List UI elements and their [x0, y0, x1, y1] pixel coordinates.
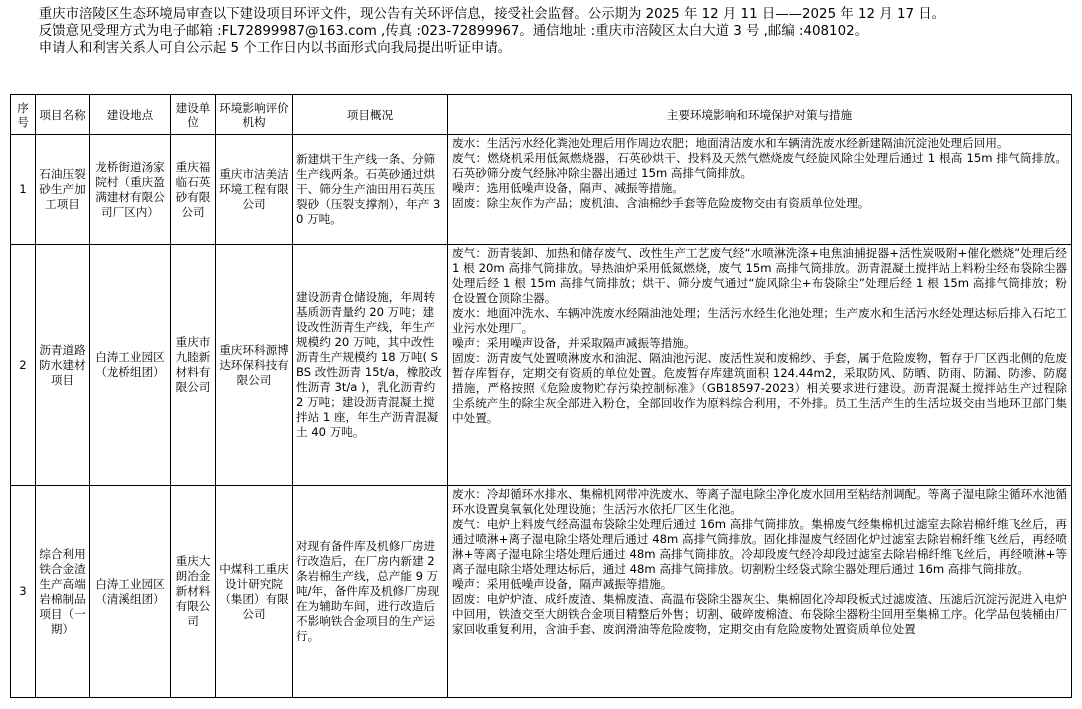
- table-row: [11, 135, 1072, 245]
- table-row: [11, 245, 1072, 486]
- row-project-name: 沥青道路防水建材项目: [36, 245, 90, 486]
- row-unit: 重庆市九睦新材料有限公司: [171, 245, 216, 486]
- measure-item: 废水：地面冲洗水、车辆冲洗废水经隔油池处理；生活污水经生化池处理；生产废水和生活污水经处理达标后排入石坨工业污水处理厂。: [452, 306, 1067, 335]
- header-no: 序号: [11, 95, 36, 135]
- row-measures: [448, 245, 1072, 486]
- notice-announcement: 重庆市涪陵区生态环境局审查以下建设项目环评文件，现公告有关环评信息，接受社会监督。公示期为 2025 年 12 月 11 日——2025 年 12 月 17 日。: [38, 7, 946, 22]
- header-unit: 建设单位: [171, 95, 216, 135]
- measure-item: 噪声：采用噪声设备，并采取隔声减振等措施。: [452, 336, 696, 350]
- row-no: 3: [11, 486, 36, 698]
- row-project-name: 综合利用铁合金渣生产高端岩棉制品项目（一期）: [36, 486, 90, 698]
- notice: [0, 0, 1082, 57]
- row-overview: 对现有备件库及机修厂房进行改造后，在厂房内新建 2 条岩棉生产线，总产能 9 万吨/年，备件库及机修厂房现在为辅助车间，进行改造后不影响铁合金项目的生产运行。: [293, 486, 448, 698]
- row-unit: 重庆大朗冶金新材料有限公司: [171, 486, 216, 698]
- measure-item: 噪声：采用低噪声设备，隔声减振等措施。: [452, 577, 673, 591]
- header-location: 建设地点: [90, 95, 171, 135]
- measure-item: 废气：燃烧机采用低氮燃烧器，石英砂烘干、投料及天然气燃烧废气经旋风除尘处理后通过 1 根高 15m 排气筒排放。石英砂筛分废气经脉冲除尘器出通过 15m 高排气筒排放。: [452, 151, 1067, 180]
- measure-item: 废气：电炉上料废气经高温布袋除尘处理后通过 16m 高排气筒排放。集棉废气经集棉机过滤室去除岩棉纤维飞丝后，再通过喷淋+离子湿电除尘塔处理后通过 48m 高排气筒排放。固化排湿废气经固化炉过滤室去除岩棉纤维飞丝后，再经喷淋+等离子湿电除尘塔处理后通过 48m 高排气筒排放。冷却段废气经冷却段过滤室去除岩棉纤维飞丝后，再经喷淋+等离子湿电除尘塔处理达标后，通过 48m 高排气筒排放。切割粉尘经袋式除尘器处理后通过 16m 高排气筒排放。: [452, 517, 1067, 576]
- table-header-row: [11, 95, 1072, 135]
- notice-hearing: 申请人和利害关系人可自公示起 5 个工作日内以书面形式向我局提出听证申请。: [38, 41, 512, 56]
- measure-item: 废气：沥青装卸、加热和储存废气、改性生产工艺废气经“水喷淋洗涤+电焦油捕捉器+活性炭吸附+催化燃烧”处理后经 1 根 20m 高排气筒排放。导热油炉采用低氮燃烧，废气 15m 高排气筒排放。沥青混凝土搅拌站上料粉尘经布袋除尘器处理后经 1 根 15m 高排气筒排放；烘干、筛分废气通过“旋风除尘+布袋除尘”处理后经 1 根 15m 高排气筒排放；粉仓设置仓顶除尘器。: [452, 246, 1067, 305]
- row-measures: [448, 135, 1072, 245]
- row-measures: [448, 486, 1072, 698]
- measure-item: 固废：电炉炉渣、成纤废渣、集棉废渣、高温布袋除尘器灰尘、集棉固化冷却段板式过滤废渣、压滤后沉淀污泥进入电炉中回用，铁渣交至大朗铁合金项目精整后外售；切割、破碎废棉渣、布袋除尘器粉尘回用至集棉工序。化学品包装桶由厂家回收重复利用，含油手套、废润滑油等危险废物，定期交由有危险废物处置资质单位处置: [452, 592, 1067, 636]
- row-location: 白涛工业园区（龙桥组团）: [90, 245, 171, 486]
- measure-item: 废水：生活污水经化粪池处理后用作周边农肥；地面清洁废水和车辆清洗废水经新建隔油沉淀池处理后回用。: [452, 136, 1009, 150]
- row-agency: 中煤科工重庆设计研究院（集团）有限公司: [216, 486, 293, 698]
- row-agency: 重庆市洁美洁环境工程有限公司: [216, 135, 293, 245]
- measure-item: 废水：冷却循环水排水、集棉机网带冲洗废水、等离子湿电除尘净化废水回用至粘结剂调配。等离子湿电除尘循环水池循环水设置臭氧氧化处理设施；生活污水依托厂区生化池。: [452, 487, 1067, 516]
- measure-item: 噪声：选用低噪声设备，隔声、减振等措施。: [452, 181, 684, 195]
- row-project-name: 石油压裂砂生产加工项目: [36, 135, 90, 245]
- notice-contact: 反馈意见受理方式为电子邮箱 :FL72899987@163.com ,传真 :023-72899967。通信地址 :重庆市涪陵区太白大道 3 号 ,邮编 :408102。: [38, 24, 868, 39]
- row-overview: 建设沥青仓储设施，年周转基质沥青量约 20 万吨；建设改性沥青生产线，年生产规模约 20 万吨，其中改性沥青生产规模约 18 万吨( SBS 改性沥青 15t/a，橡胶改性沥青 3t/a )，乳化沥青约 2 万吨；建设沥青混凝土搅拌站 1 座，年生产沥青混凝土 40 万吨。: [293, 245, 448, 486]
- header-overview: 项目概况: [293, 95, 448, 135]
- header-name: 项目名称: [36, 95, 90, 135]
- row-unit: 重庆福临石英砂有限公司: [171, 135, 216, 245]
- header-measures: 主要环境影响和环境保护对策与措施: [448, 95, 1072, 135]
- measure-item: 固废：沥青废气处置喷淋废水和油泥、隔油池污泥、废活性炭和废棉纱、手套，属于危险废物，暂存于厂区西北侧的危废暂存库暂存，定期交有资质的单位处置。危废暂存库建筑面积 124.44m2，采取防风、防晒、防雨、防漏、防渗、防腐措施，严格按照《危险废物贮存污染控制标准》（GB18597-2023）相关要求进行建设。沥青混凝土搅拌站生产过程除尘系统产生的除尘灰全部进入粉仓，全部回收作为原料综合利用，不外排。员工生活产生的生活垃圾交由当地环卫部门集中处置。: [452, 351, 1067, 425]
- projects-table: [10, 94, 1072, 698]
- row-agency: 重庆环科源博达环保科技有限公司: [216, 245, 293, 486]
- row-no: 1: [11, 135, 36, 245]
- row-overview: 新建烘干生产线一条、分筛生产线两条。石英砂通过烘干、筛分生产油田用石英压裂砂（压裂支撑剂），年产 30 万吨。: [293, 135, 448, 245]
- row-no: 2: [11, 245, 36, 486]
- row-location: 龙桥街道汤家院村（重庆盈满建材有限公司厂区内）: [90, 135, 171, 245]
- measure-item: 固废：除尘灰作为产品；废机油、含油棉纱手套等危险废物交由有资质单位处理。: [452, 196, 870, 210]
- header-agency: 环境影响评价机构: [216, 95, 293, 135]
- row-location: 白涛工业园区（清溪组团）: [90, 486, 171, 698]
- table-row: [11, 486, 1072, 698]
